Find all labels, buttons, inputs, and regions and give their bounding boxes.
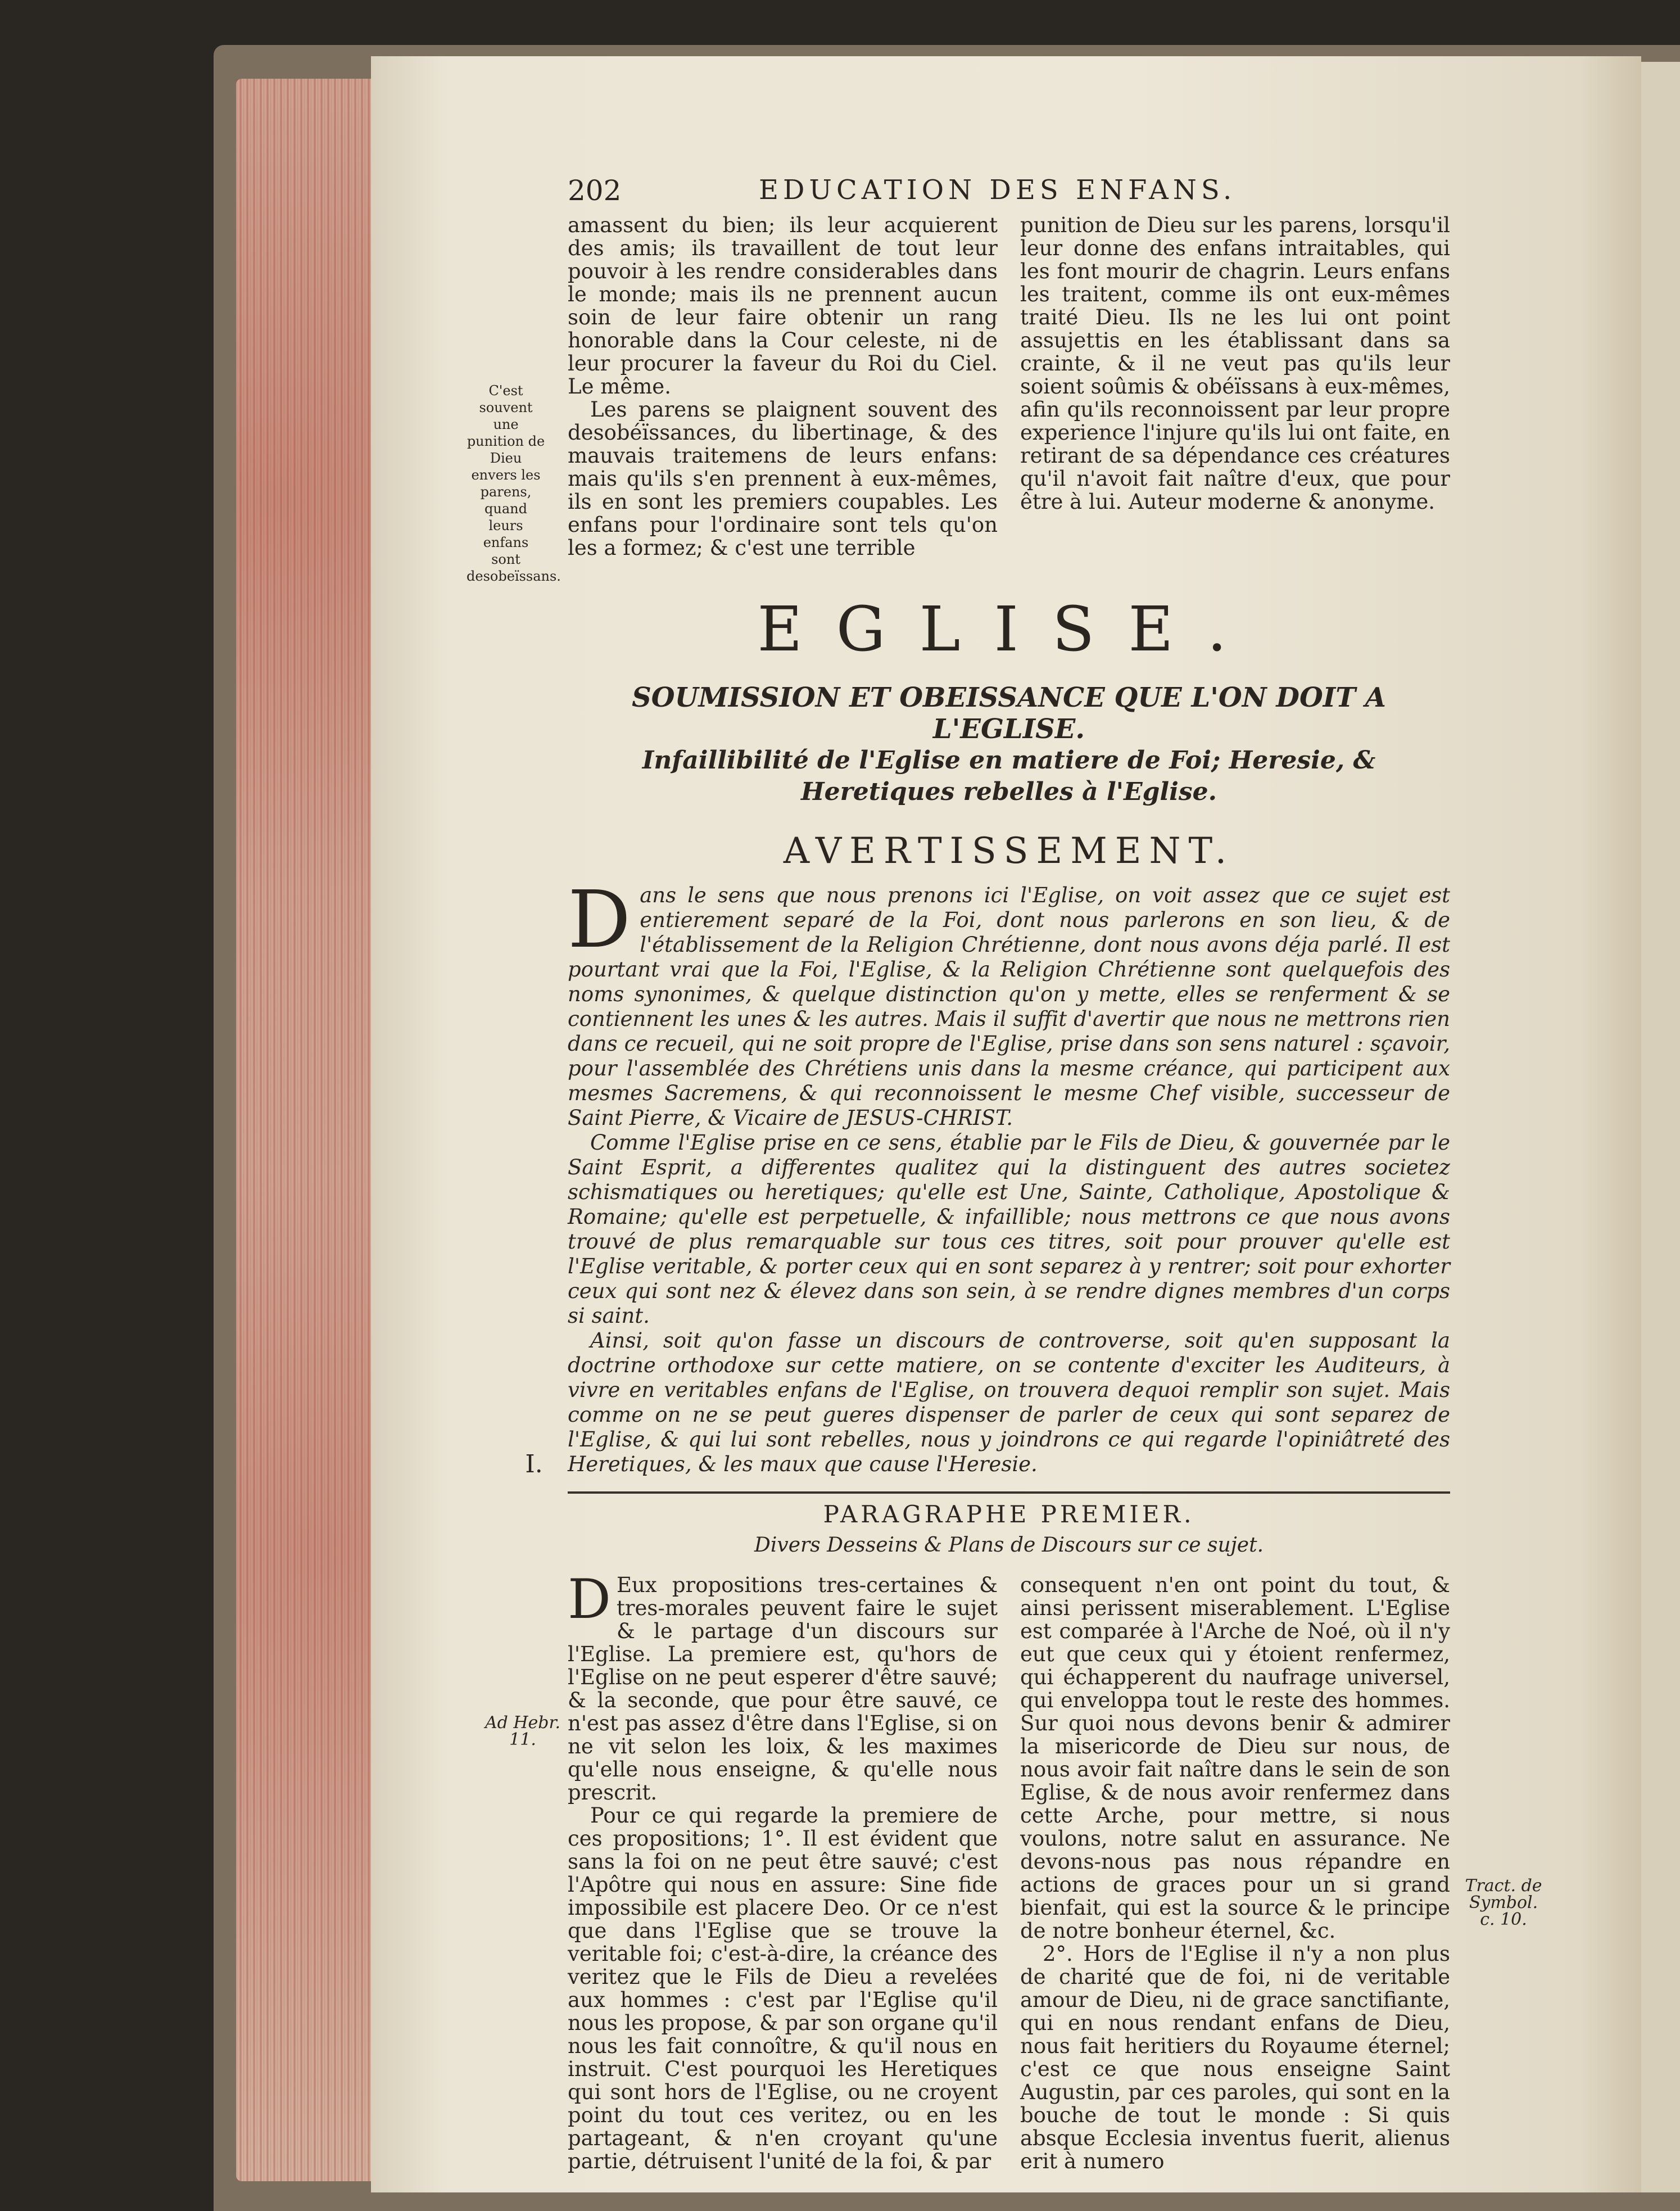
paragraph-subtitle: Divers Desseins & Plans de Discours sur ce sujet. [754, 1534, 1264, 1557]
margin-note-hebr: Ad Hebr. 11. [484, 1713, 561, 1749]
margin-roman-one: I. [525, 1450, 543, 1478]
avertissement-paragraph: Dans le sens que nous prenons ici l'Eglise, on voit assez que ce sujet est entierement separé de la Foi, dont nous parlerons en son lieu, & de l'établissement de la Religion Chrétienne, dont nous avons déja parlé. Il est pourtant vrai que la Foi, l'Eglise, & la Religion Chrétienne sont quelquefois des noms synonimes, & quelque distinction qu'on y mette, elles se renferment & se contiennent les unes & les autres. Mais il suffit d'avertir que nous ne mettrons rien dans ce recueil, qui ne soit propre de l'Eglise, prise dans son sens naturel : sçavoir, pour l'assemblée des Chrétiens unis dans la mesme créance, qui participent aux mesmes Sacremens, & qui reconnoissent le mesme Chef visible, successeur de Saint Pierre, & Vicaire de JESUS-CHRIST. [568, 874, 1450, 1130]
avertissement-title: AVERTISSEMENT. [783, 830, 1235, 872]
paragraph: punition de Dieu sur les parens, lorsqu'il leur donne des enfans intraitables, qui les font mourir de chagrin. Leurs enfans les traitent, comme ils ont eux-mêmes traité Dieu. Ils ne les lui ont point assujettis en les établissant dans sa crainte, & il ne veut pas qu'ils leur soient soûmis & obéïssans à eux-mêmes, afin qu'ils reconnoissent par leur propre experience l'injure qu'ils lui ont faite, en retirant de sa dépendance ces créatures qu'il n'avoit fait naître d'eux, que pour être à lui. Auteur moderne & anonyme. [1020, 213, 1450, 514]
top-right-column [1020, 214, 1450, 559]
paragraph: consequent n'en ont point du tout, & ainsi perissent miserablement. L'Eglise est comparée à l'Arche de Noé, où il n'y eut que ceux qui y étoient renfermez, qui échapperent du naufrage universel, qui enveloppa tout le reste des hommes. Sur quoi nous devons benir & admirer la misericorde de Dieu sur nous, de nous avoir fait naître dans le sein de son Eglise, & de nous avoir renfermez dans cette Arche, pour mettre, si nous voulons, notre salut en assurance. Ne devons-nous pas nous répandre en actions de graces pour un si grand bienfait, qui est la source & le principe de notre bonheur éternel, &c. [1020, 1573, 1450, 1943]
bottom-left-column [568, 1568, 998, 2173]
running-head [568, 169, 1450, 214]
horizontal-rule [568, 1491, 1450, 1494]
paragraph: Pour ce qui regarde la premiere de ces propositions; 1°. Il est évident que sans la foi on ne peut être sauvé; c'est l'Apôtre qui nous en assure: Sine fide impossibile est placere Deo. Or ce n'est que dans l'Eglise que se trouve la veritable foi; c'est-à-dire, la créance des veritez que le Fils de Dieu a revelées aux hommes : c'est par l'Eglise qu'il nous les propose, & par son organe qu'il nous les fait connoître, & qu'il nous en instruit. C'est pourquoi les Heretiques qui sont hors de l'Eglise, ou ne croyent point du tout ces veritez, ou en les partageant, & n'en croyant qu'une partie, détruisent l'unité de la foi, & par [568, 1803, 998, 2173]
avertissement-paragraph: Ainsi, soit qu'on fasse un discours de controverse, soit qu'en supposant la doctrine orthodoxe sur cette matiere, on se contente d'exciter les Auditeurs, à vivre en veritables enfans de l'Eglise, on trouvera dequoi remplir son sujet. Mais comme on ne se peut gueres dispenser de parler de ceux qui sont separez de l'Eglise, & qui lui sont rebelles, nous y joindrons ce qui regarde l'opiniâtreté des Heretiques, & les maux que cause l'Heresie. [568, 1328, 1450, 1476]
paragraph-head: PARAGRAPHE PREMIER. [823, 1500, 1195, 1528]
bottom-right-column [1020, 1574, 1450, 2173]
paragraph: Les parens se plaignent souvent des desobéïssances, du libertinage, & des mauvais traitemens de leurs enfans: mais qu'ils s'en prennent à eux-mêmes, ils en sont les premiers coupables. Les enfans pour l'ordinaire sont tels qu'on les a formez; & c'est une terrible [568, 397, 998, 560]
top-left-column [568, 214, 998, 559]
subtitle-soumission: SOUMISSION ET OBEISSANCE QUE L'ON DOIT A L'EGLISE. [632, 682, 1386, 745]
bottom-columns [568, 1568, 1450, 2173]
facing-page-edge [1638, 62, 1680, 2192]
running-title: EDUCATION DES ENFANS. [759, 174, 1237, 206]
drop-cap: D [568, 1568, 611, 1631]
page-content [568, 169, 1450, 2173]
paragraph: 2°. Hors de l'Eglise il n'y a non plus de charité que de foi, ni de veritable amour de Dieu, ni de grace sanctifiante, qui en nous rendant enfans de Dieu, nous fait heritiers du Royaume éternel; c'est ce que nous enseigne Saint Augustin, par ces paroles, qui sont en la bouche de tout le monde : Si quis absque Ecclesia inventus fuerit, alienus erit à numero [1020, 1942, 1450, 2173]
page-number: 202 [568, 174, 622, 207]
avertissement-paragraph: Comme l'Eglise prise en ce sens, établie par le Fils de Dieu, & gouvernée par le Saint Esprit, a differentes qualitez qui la distinguent des autres societez schismatiques ou heretiques; qu'elle est Une, Sainte, Catholique, Apostolique & Romaine; qu'elle est perpetuelle, & infaillible; nous mettrons ce que nous avons trouvé de plus remarquable sur tous ces titres, soit pour prouver qu'elle est l'Eglise veritable, & porter ceux qui en sont separez à y rentrer; soit pour exhorter ceux qui sont nez & élevez dans son sein, à se rendre dignes membres d'un corps si saint. [568, 1131, 1450, 1328]
paragraph: amassent du bien; ils leur acquierent des amis; ils travaillent de tout leur pouvoir à les rendre considerables dans le monde; mais ils ne prennent aucun soin de leur faire obtenir un rang honorable dans la Cour celeste, ni de leur procurer la faveur du Roi du Ciel. Le même. [568, 213, 998, 399]
page-edge [236, 79, 377, 2181]
avertissement-body [568, 874, 1450, 1477]
top-columns [568, 214, 1450, 559]
subtitle-infaillibilite: Infaillibilité de l'Eglise en matiere de Foi; Heresie, & Heretiques rebelles à l'Eglise. [642, 746, 1376, 806]
margin-note-punition: C'est souvent une punition de Dieu envers les parens, quand leurs enfans sont desobeïssans. [467, 383, 561, 584]
margin-note-tract: Tract. de Symbol. c. 10. [1465, 1876, 1542, 1929]
paragraph: D Eux propositions tres-certaines & tres-morales peuvent faire le sujet & le partage d'un discours sur l'Eglise. La premiere est, qu'hors de l'Eglise on ne peut esperer d'être sauvé; & la seconde, que pour être sauvé, ce n'est pas assez d'être dans l'Eglise, si on ne vit selon les loix, & les maximes qu'elle nous enseigne, & qu'elle nous prescrit. [568, 1568, 998, 1805]
main-title: EGLISE. [757, 593, 1261, 665]
drop-cap: D [568, 874, 631, 966]
